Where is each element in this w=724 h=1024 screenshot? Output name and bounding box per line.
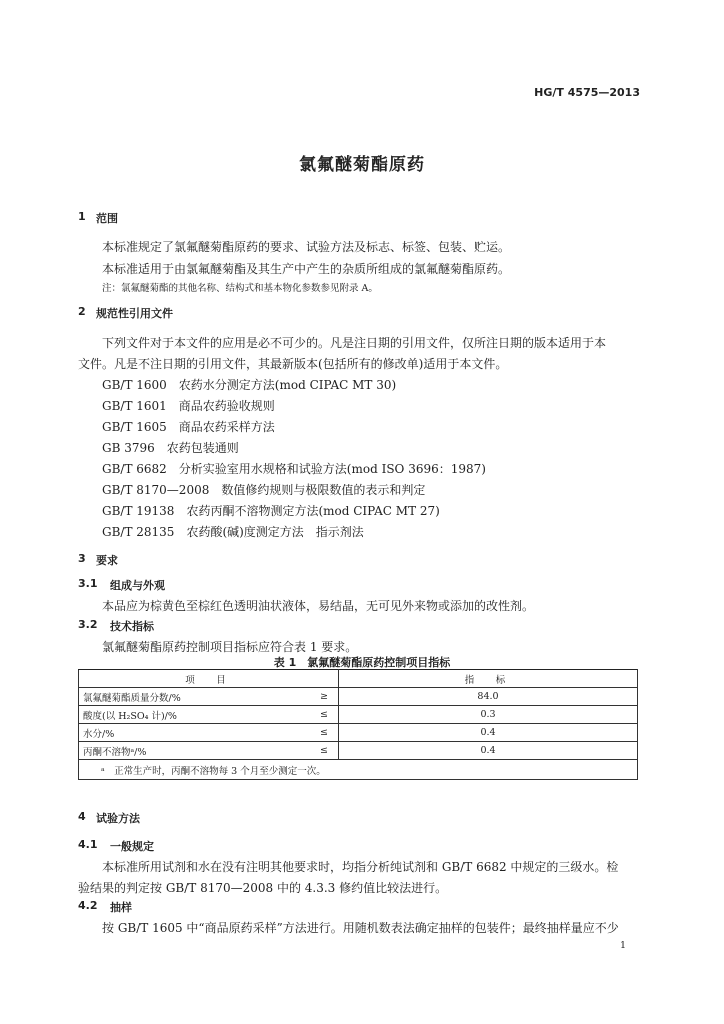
section-3-2-number: 3.2: [78, 618, 98, 631]
section-3-2-heading: 技术指标: [110, 620, 154, 633]
item-cell: 丙酮不溶物ᵃ/%: [79, 742, 311, 760]
column-header-value: 指 标: [339, 670, 638, 688]
reference-item: GB/T 1601 商品农药验收规则: [102, 399, 275, 413]
section-2-para-line-1: 下列文件对于本文件的应用是必不可少的。凡是注日期的引用文件，仅所注日期的版本适用于本: [102, 336, 607, 350]
page-number: 1: [619, 940, 626, 951]
section-4-2-text: 按 GB/T 1605 中“商品原药采样”方法进行。用随机数表法确定抽样的包装件；最终抽样量应不少: [102, 921, 619, 935]
section-4-1-heading: 一般规定: [110, 840, 154, 853]
symbol-cell: ≤: [310, 706, 339, 724]
value-cell: 0.4: [339, 724, 638, 742]
section-3-1-heading: 组成与外观: [110, 579, 165, 592]
item-cell: 酸度(以 H₂SO₄ 计)/%: [79, 706, 311, 724]
symbol-cell: ≤: [310, 742, 339, 760]
section-4-heading: 试验方法: [96, 812, 140, 825]
section-3-1-number: 3.1: [78, 577, 98, 590]
table-caption: 表 1 氯氟醚菊酯原药控制项目指标: [273, 656, 451, 669]
section-3-1-text: 本品应为棕黄色至棕红色透明油状液体，易结晶，无可见外来物或添加的改性剂。: [102, 599, 535, 613]
document-title: 氯氟醚菊酯原药: [299, 155, 425, 175]
section-4-2-heading: 抽样: [110, 901, 132, 914]
table-row: [79, 724, 638, 742]
section-1-heading: 范围: [96, 212, 118, 225]
symbol-cell: ≥: [310, 688, 339, 706]
value-cell: 84.0: [339, 688, 638, 706]
section-4-1-line-1: 本标准所用试剂和水在没有注明其他要求时，均指分析纯试剂和 GB/T 6682 中规定的三级水。检: [102, 860, 619, 874]
table-header-row: [79, 670, 638, 688]
standard-number: HG/T 4575—2013: [534, 86, 640, 99]
section-1-number: 1: [78, 210, 86, 223]
section-2-number: 2: [78, 305, 86, 318]
reference-item: GB 3796 农药包装通则: [102, 441, 239, 455]
spec-table: [78, 669, 638, 780]
value-cell: 0.3: [339, 706, 638, 724]
table-footnote: ᵃ 正常生产时，丙酮不溶物每 3 个月至少测定一次。: [79, 760, 638, 780]
item-cell: 氯氟醚菊酯质量分数/%: [79, 688, 311, 706]
reference-item: GB/T 1600 农药水分测定方法(mod CIPAC MT 30): [102, 378, 397, 392]
table-row: [79, 706, 638, 724]
reference-item: GB/T 28135 农药酸(碱)度测定方法 指示剂法: [102, 525, 364, 539]
section-4-number: 4: [78, 810, 86, 823]
symbol-cell: ≤: [310, 724, 339, 742]
section-2-heading: 规范性引用文件: [96, 307, 173, 320]
section-4-1-line-2: 验结果的判定按 GB/T 8170—2008 中的 4.3.3 修约值比较法进行。: [78, 881, 448, 895]
section-1-para-1: 本标准规定了氯氟醚菊酯原药的要求、试验方法及标志、标签、包装、贮运。: [102, 240, 511, 254]
table-footnote-row: [79, 760, 638, 780]
item-cell: 水分/%: [79, 724, 311, 742]
section-2-para-line-2: 文件。凡是不注日期的引用文件，其最新版本(包括所有的修改单)适用于本文件。: [78, 357, 508, 371]
section-4-2-number: 4.2: [78, 899, 98, 912]
reference-item: GB/T 1605 商品农药采样方法: [102, 420, 275, 434]
section-3-number: 3: [78, 552, 86, 565]
reference-item: GB/T 8170—2008 数值修约规则与极限数值的表示和判定: [102, 483, 426, 497]
table-row: [79, 742, 638, 760]
section-1-note: 注：氯氟醚菊酯的其他名称、结构式和基本物化参数参见附录 A。: [102, 283, 378, 294]
table-row: [79, 688, 638, 706]
section-3-heading: 要求: [96, 554, 118, 567]
reference-item: GB/T 19138 农药丙酮不溶物测定方法(mod CIPAC MT 27): [102, 504, 440, 518]
section-4-1-number: 4.1: [78, 838, 98, 851]
reference-item: GB/T 6682 分析实验室用水规格和试验方法(mod ISO 3696：1987): [102, 462, 486, 476]
section-3-2-text: 氯氟醚菊酯原药控制项目指标应符合表 1 要求。: [102, 640, 358, 654]
value-cell: 0.4: [339, 742, 638, 760]
column-header-item: 项 目: [79, 670, 339, 688]
section-1-para-2: 本标准适用于由氯氟醚菊酯及其生产中产生的杂质所组成的氯氟醚菊酯原药。: [102, 262, 511, 276]
